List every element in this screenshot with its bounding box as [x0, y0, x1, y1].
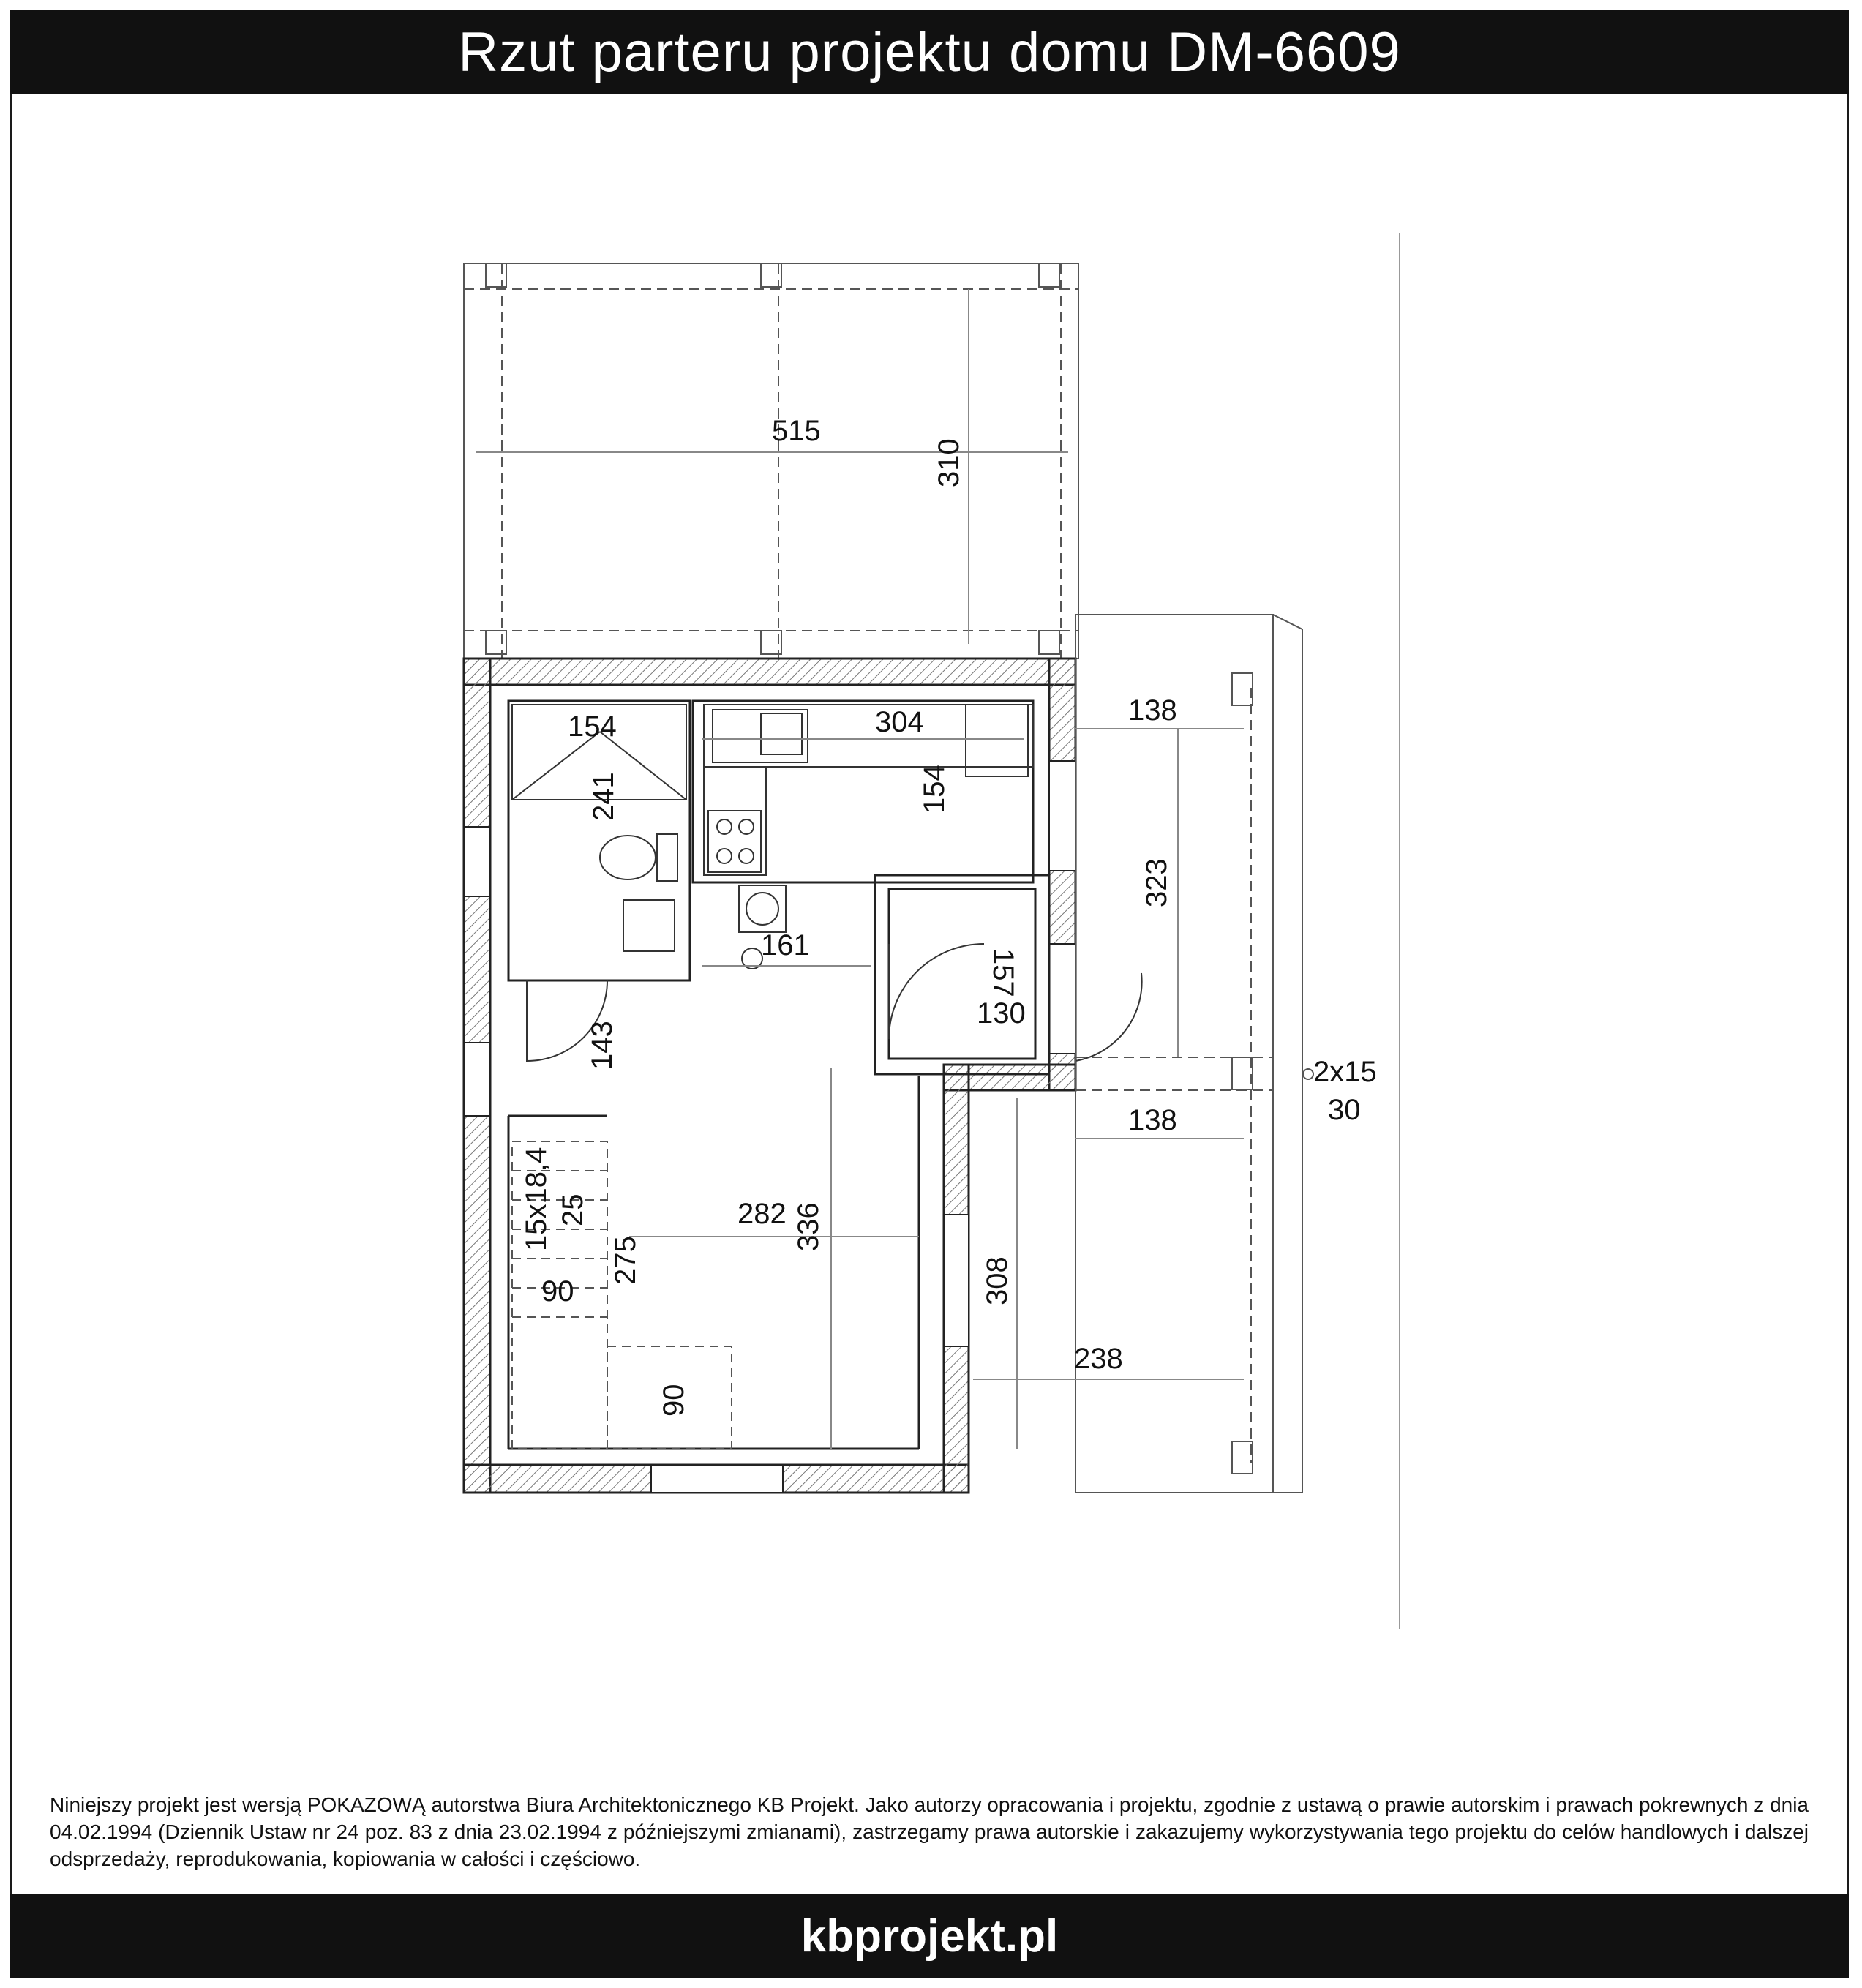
dim-living-depth: 336 — [792, 1202, 825, 1251]
dim-hall-depth: 143 — [586, 1021, 618, 1070]
dim-terrace-height-bottom: 308 — [981, 1256, 1013, 1305]
footer-bar — [10, 1894, 1849, 1978]
dim-bath-depth: 241 — [587, 772, 620, 821]
dim-kitchen-width: 304 — [875, 706, 924, 738]
footer-link[interactable]: kbprojekt.pl — [800, 1910, 1059, 1962]
dim-stairs-tread: 25 — [557, 1193, 589, 1226]
dim-stairs-spec: 15x18,4 — [520, 1147, 552, 1251]
dim-hall-width: 161 — [761, 929, 810, 961]
dim-kitchen-depth: 154 — [918, 765, 950, 814]
openings — [464, 761, 1075, 1493]
dim-bath-width: 154 — [568, 710, 617, 743]
dim-closet-width: 130 — [977, 997, 1026, 1029]
kitchen-fixtures — [704, 705, 1033, 969]
dim-steps-total: 30 — [1328, 1094, 1361, 1126]
dim-stair-width-upper: 90 — [541, 1275, 574, 1308]
dim-stair-width-lower: 90 — [658, 1384, 690, 1417]
dim-porch-width: 515 — [772, 415, 821, 447]
dimension-lines — [629, 729, 1244, 1449]
toilet-icon — [600, 836, 656, 879]
dim-closet-depth: 157 — [987, 948, 1019, 997]
dim-stairs-length: 275 — [609, 1236, 642, 1285]
dim-terrace-width-bottom: 138 — [1128, 1104, 1177, 1136]
copyright-disclaimer: Niniejszy projekt jest wersją POKAZOWĄ autorstwa Biura Architektonicznego KB Projekt. Jako autorzy opracowania i projektu, zgodnie z ustawą o prawie autorskim i prawach pokrewnych z dnia 04.02.1994 (Dziennik Ustaw nr 24 poz. 83 z dnia 23.02.1994 z późniejszymi zmianami), zastrzegamy prawa autorskie i zakazujemy wykorzystywania tego projektu do celów handlowych i dalszej odsprzedaży, reprodukowania, kopiowania w całości i częściowo. — [50, 1793, 1809, 1870]
porch — [464, 263, 1078, 659]
sink-icon — [623, 900, 675, 951]
boiler-icon — [966, 705, 1028, 776]
stove-icon — [708, 811, 761, 872]
dim-terrace-width-top: 138 — [1128, 694, 1177, 727]
dim-living-width: 282 — [737, 1198, 787, 1230]
dim-terrace-width-lower: 238 — [1074, 1343, 1123, 1375]
exterior-walls — [464, 659, 1075, 1493]
page-title: Rzut parteru projektu domu DM-6609 — [458, 20, 1401, 83]
dim-steps-spec: 2x15 — [1313, 1056, 1377, 1088]
dim-porch-depth: 310 — [933, 438, 965, 487]
dim-terrace-height-top: 323 — [1141, 858, 1173, 907]
